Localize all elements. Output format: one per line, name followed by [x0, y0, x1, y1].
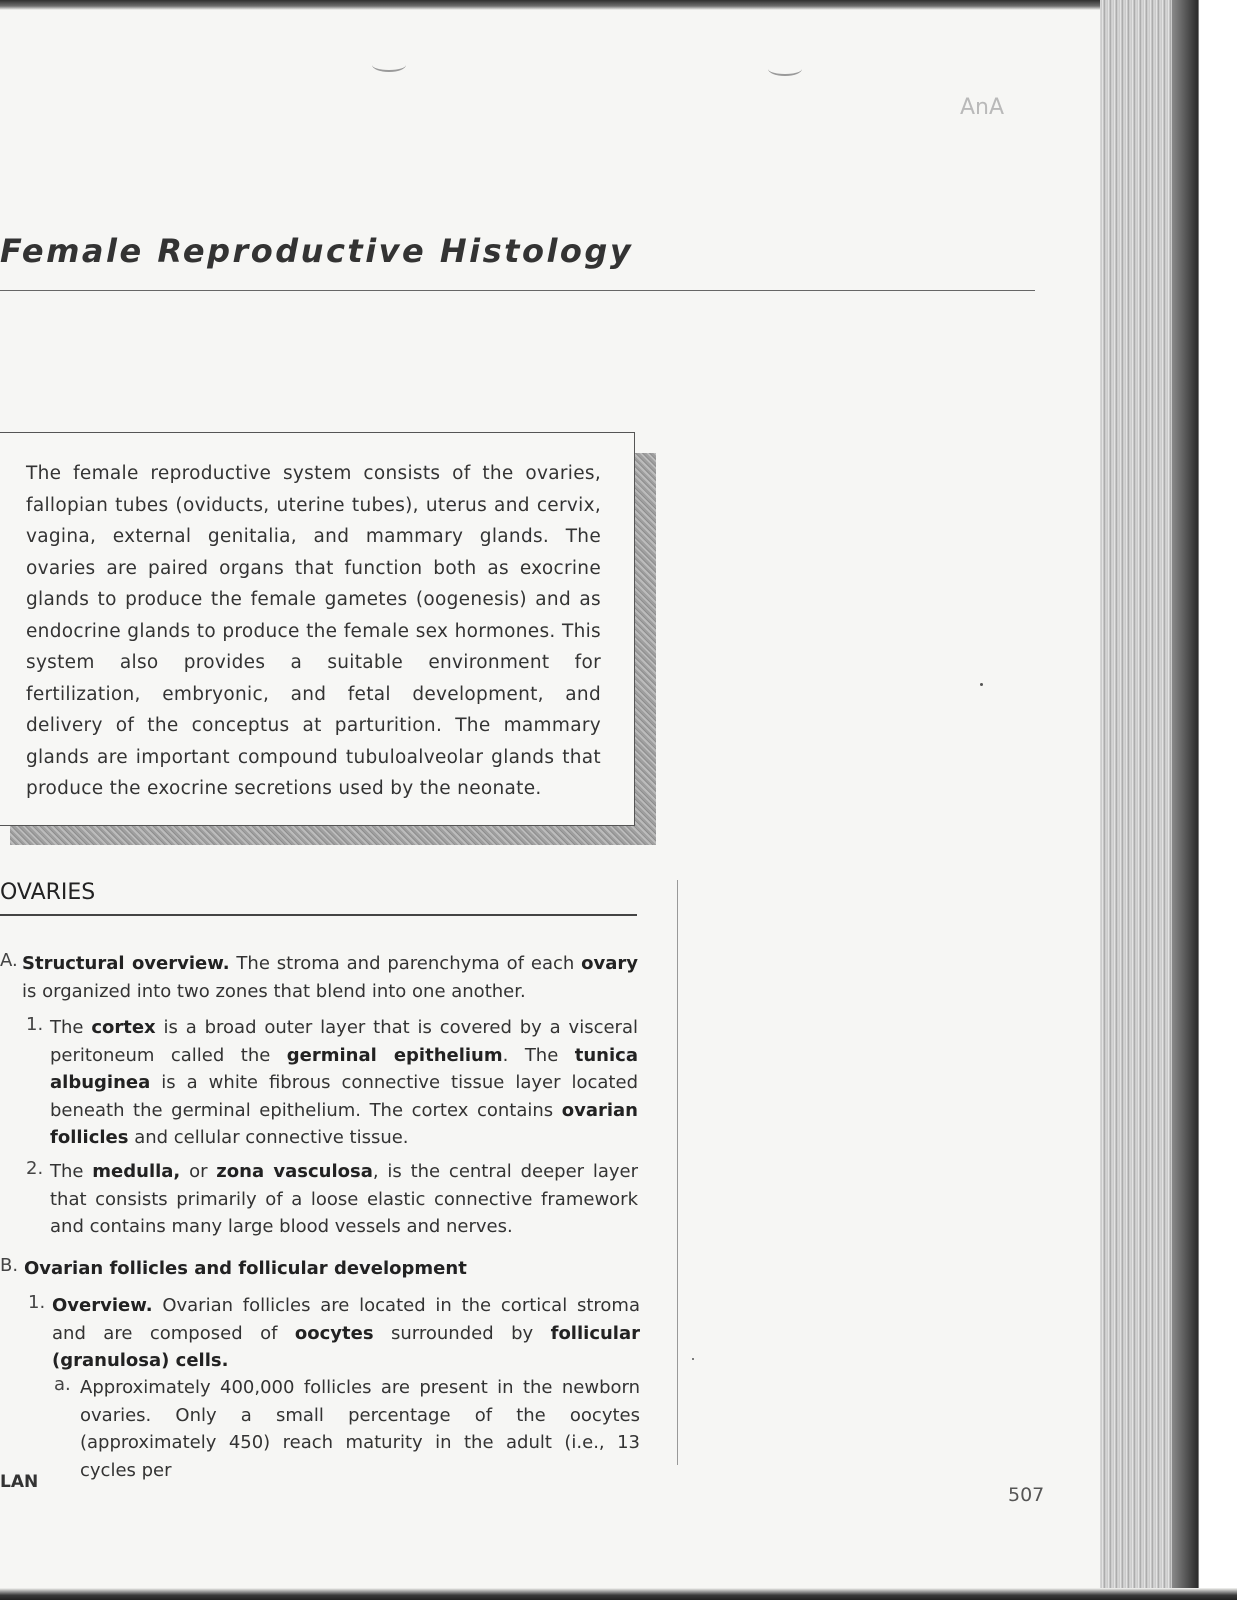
- bold-term: zona vasculosa: [216, 1161, 373, 1182]
- paragraph-A: [22, 950, 638, 1005]
- bold-term: oocytes: [294, 1322, 374, 1344]
- title-rule: [0, 290, 1035, 291]
- text-run: is a broad outer layer that is covered by a visceral peritoneum called the: [50, 1017, 638, 1066]
- text-run: is a white fibrous connective tissue layer located beneath the germinal epithelium. The cortex contains: [50, 1072, 638, 1121]
- binding-hole-mark: [372, 58, 406, 72]
- paragraph-B1: [52, 1292, 640, 1375]
- page-speck: [980, 683, 983, 686]
- paragraph-lead: Structural overview.: [22, 953, 230, 974]
- book-spine-edge: [1172, 0, 1237, 1600]
- text-run: The stroma and parenchyma of each: [229, 953, 582, 974]
- running-header-bleedthrough: AnA: [960, 95, 1005, 120]
- page-top-shadow: [0, 0, 1237, 10]
- bold-term: tunica albuginea: [50, 1044, 638, 1093]
- text-run: The: [50, 1161, 93, 1182]
- bold-term: ovary: [581, 953, 638, 974]
- page-bottom-shadow: [0, 1588, 1237, 1600]
- bold-term: germinal epithelium: [286, 1044, 503, 1066]
- paragraph-B: [24, 1255, 638, 1283]
- text-run: surrounded by: [373, 1322, 551, 1344]
- item-marker: A.: [0, 950, 18, 971]
- bold-term: medulla,: [92, 1161, 181, 1182]
- text-run: . The: [502, 1044, 575, 1066]
- text-run: is organized into two zones that blend into one another.: [22, 980, 526, 1002]
- paragraph-B1a: Approximately 400,000 follicles are present in the newborn ovaries. Only a small percentage of the oocytes (approximately 450) reach maturity in the adult (i.e., 13 cycles per: [80, 1377, 640, 1481]
- intro-text: The female reproductive system consists of the ovaries, fallopian tubes (oviducts, uterine tubes), uterus and cervix, vagina, external genitalia, and mammary glands. The ovaries are paired organs that function both as exocrine glands to produce the female gametes (oogenesis) and as endocrine glands to produce the female sex hormones. This system also provides a suitable environment for fertilization, embryonic, and fetal development, and delivery of the conceptus at parturition. The mammary glands are important compound tubuloalveolar glands that produce the exocrine secretions used by the neonate.: [26, 463, 601, 799]
- text-run: The: [50, 1017, 92, 1038]
- text-run: or: [180, 1161, 217, 1182]
- item-marker: 2.: [26, 1158, 44, 1179]
- chapter-title: Female Reproductive Histology: [0, 232, 634, 270]
- paragraph-A1: [50, 1014, 638, 1152]
- item-marker: 1.: [28, 1292, 46, 1313]
- bold-term: cortex: [91, 1017, 156, 1038]
- publisher-imprint: LAN: [0, 1472, 39, 1492]
- item-marker: B.: [0, 1255, 19, 1276]
- binding-hole-mark: [768, 62, 802, 76]
- bold-term: follicular (granulosa) cells.: [52, 1322, 640, 1371]
- page-number: 507: [1008, 1484, 1045, 1506]
- column-rule: [677, 880, 678, 1465]
- section-rule: [0, 914, 637, 916]
- section-heading: OVARIES: [0, 880, 96, 905]
- text-run: , is the central deeper layer that consists primarily of a loose elastic connective framework and contains many large blood vessels and nerves.: [50, 1161, 639, 1237]
- bold-term: ovarian follicles: [50, 1099, 638, 1148]
- paragraph-lead: Ovarian follicles and follicular development: [24, 1258, 467, 1279]
- text-run: and cellular connective tissue.: [128, 1127, 409, 1148]
- paragraph-lead: Overview.: [52, 1295, 153, 1316]
- paragraph-A2: [50, 1158, 638, 1241]
- item-marker: 1.: [26, 1014, 44, 1035]
- page-speck: [692, 1358, 694, 1360]
- text-run: Ovarian follicles are located in the cortical stroma and are composed of: [52, 1295, 640, 1344]
- item-marker: a.: [54, 1374, 71, 1395]
